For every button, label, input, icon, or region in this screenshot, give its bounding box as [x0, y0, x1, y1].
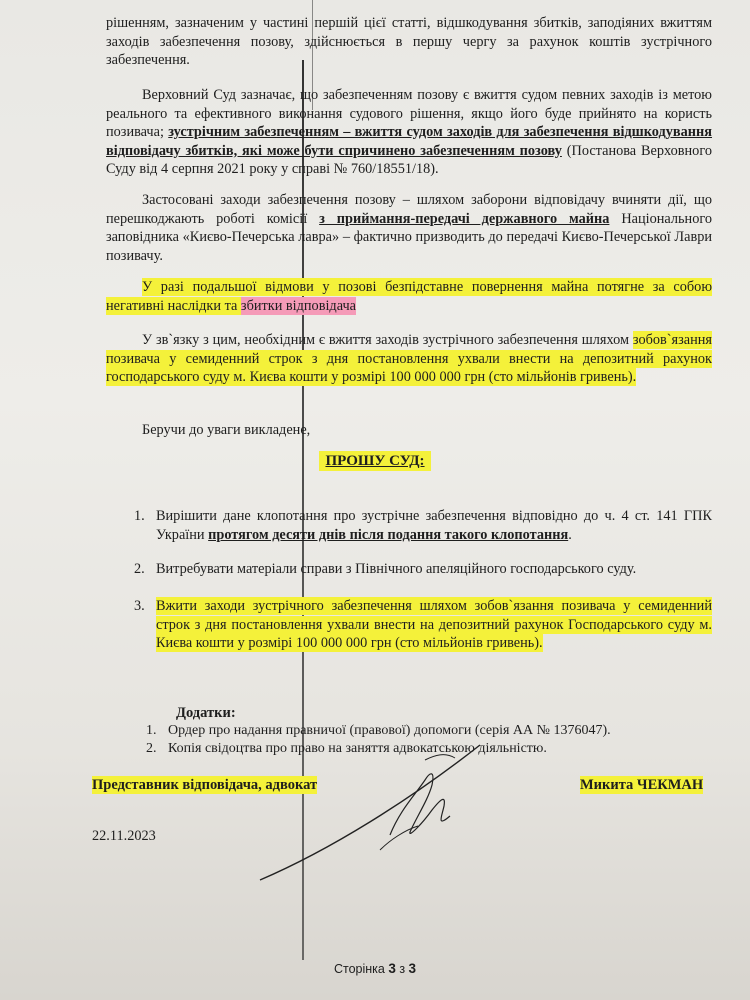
attachment-text: Копія свідоцтва про право на заняття адвокатською діяльністю.	[168, 741, 547, 756]
paragraph-4-highlight: У разі подальшої відмови у позові безпідставне повернення майна потягне за собою негативні наслідки та	[106, 279, 712, 314]
paragraph-2-underlined: зустрічним забезпеченням – вжиття судом заходів для забезпечення відшкодування відповідачу збитків, які може бути спричинено забезпеченням позову	[106, 124, 713, 159]
request-item-1	[106, 507, 712, 544]
paragraph-5-highlight: зобов`язання позивача у семиденний строк з дня постановлення ухвали внести на депозитний рахунок господарського суду м. Києва кошти у розмірі 100 000 000 грн (сто мільйонів гривень).	[106, 332, 712, 385]
request-heading-text: ПРОШУ СУД:	[319, 451, 430, 471]
attachments-title: Додатки:	[176, 705, 236, 721]
request-item-highlight: Вжити заходи зустрічного забезпечення шляхом зобов`язання позивача у семиденний строк з дня постановлення ухвали внести на депозитний рахунок Господарського суду м. Києва кошти у розмірі 100 000 000 грн (сто мільйонів гривень).	[156, 598, 712, 651]
paragraph-3	[106, 191, 712, 265]
footer-page-number: 3	[388, 961, 396, 976]
attachment-text: Ордер про надання правничої (правової) допомоги (серія АА № 1376047).	[168, 723, 611, 738]
request-item-underlined: протягом десяти днів після подання такого клопотання	[208, 526, 569, 543]
signatory-role-text: Представник відповідача, адвокат	[92, 777, 318, 793]
paragraph-6	[106, 421, 712, 440]
paragraph-1	[106, 14, 712, 70]
footer-prefix: Сторінка	[333, 962, 389, 976]
paragraph-2-text: Верховний Суд зазначає, що забезпеченням позову є вжиття судом певних заходів із метою реального та ефективного виконання судового рішення, якщо його буде прийнято на користь позивача;	[106, 87, 712, 140]
request-item-number: 3.	[134, 598, 145, 614]
footer-separator: з	[395, 962, 409, 976]
signatory-name-text: Микита ЧЕКМАН	[580, 777, 704, 793]
document-date: 22.11.2023	[92, 828, 156, 844]
request-heading	[0, 453, 750, 470]
attachment-number: 2.	[146, 741, 157, 756]
request-item-number: 1.	[134, 508, 145, 524]
paragraph-5	[106, 331, 712, 387]
request-item-number: 2.	[134, 561, 145, 577]
signatory-name	[580, 777, 703, 794]
paragraph-3-text-end: Національного заповідника «Києво-Печерська лавра» – фактично призводить до передачі Києво-Печерської Лаври позивачу.	[106, 210, 713, 264]
request-item-text: Вирішити дане клопотання про зустрічне забезпечення відповідно до ч. 4 ст. 141 ГПК України	[156, 508, 712, 543]
page-footer	[0, 961, 750, 976]
request-item-text-end: .	[568, 526, 572, 543]
paragraph-5-text: У зв`язку з цим, необхідним є вжиття заходів зустрічного забезпечення шляхом	[142, 332, 633, 348]
request-item-text: Витребувати матеріали справи з Північного апеляційного господарського суду.	[156, 561, 637, 577]
paragraph-1-text: рішенням, зазначеним у частині першій цієї статті, відшкодування збитків, заподіяних вжиттям заходів забезпечення позову, здійснюється в першу чергу за рахунок коштів зустрічного забезпечення.	[106, 15, 712, 68]
handwritten-signature	[240, 740, 500, 890]
paragraph-3-text: Застосовані заходи забезпечення позову – шляхом заборони відповідачу вчиняти дії, що перешкоджають роботі комісії	[106, 192, 712, 227]
request-item-3	[106, 597, 712, 653]
paragraph-2	[106, 86, 712, 179]
paragraph-4-pink-highlight: збитки відповідача	[240, 297, 357, 314]
footer-page-total: 3	[408, 961, 417, 976]
attachment-number: 1.	[146, 723, 157, 738]
paragraph-6-text: Беручи до уваги викладене,	[142, 422, 311, 438]
paragraph-4	[106, 278, 712, 315]
attachment-item-1	[146, 722, 611, 740]
paragraph-3-underlined: з приймання-передачі державного майна	[319, 210, 610, 227]
request-item-2	[106, 560, 712, 579]
paragraph-2-citation: (Постанова Верховного Суду від 4 серпня 2021 року у справі № 760/18551/18).	[106, 142, 712, 177]
